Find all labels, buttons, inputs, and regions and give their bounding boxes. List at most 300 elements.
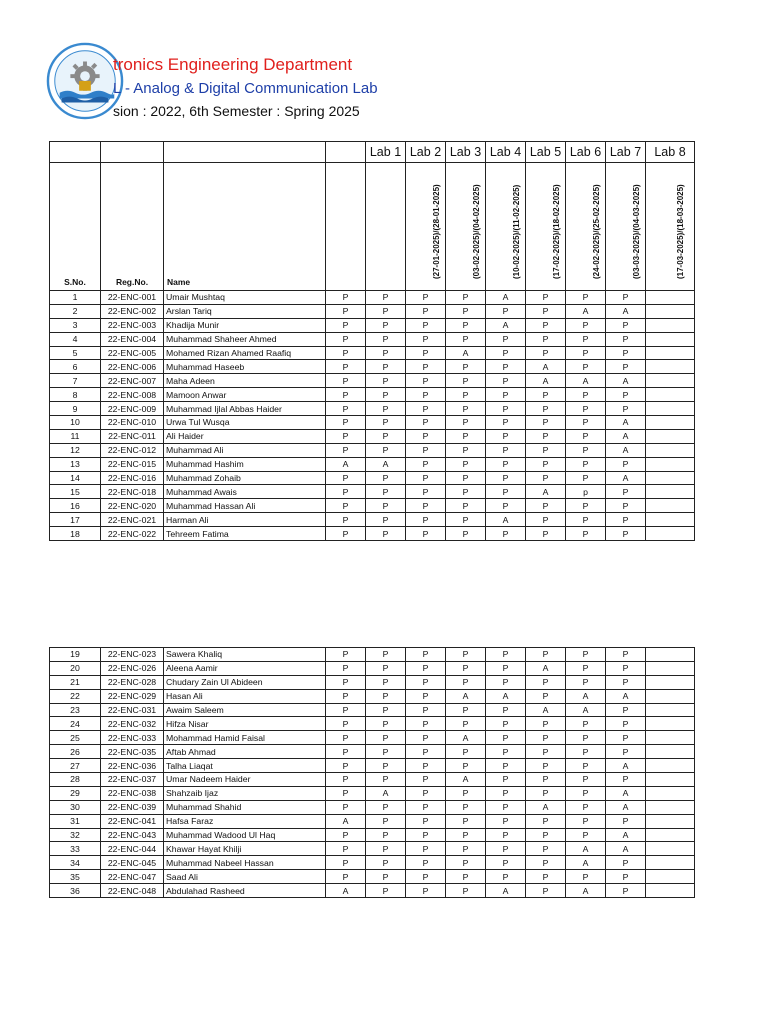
lab-6-attendance-cell: A (526, 485, 566, 499)
serial-number-cell: 16 (50, 499, 101, 513)
lab-3-attendance-cell: P (406, 689, 446, 703)
lab-2-date (406, 163, 446, 291)
trailing-empty-cell (646, 828, 695, 842)
student-row (50, 513, 695, 527)
lab-5-attendance-cell: P (486, 648, 526, 662)
lab-3-date (446, 163, 486, 291)
trailing-empty-cell (646, 429, 695, 443)
student-name-cell: Muhammad Wadood Ul Haq (164, 828, 326, 842)
serial-number-cell: 33 (50, 842, 101, 856)
lab-3-attendance-cell: P (406, 360, 446, 374)
serial-number-cell: 31 (50, 814, 101, 828)
lab-5-attendance-cell: P (486, 457, 526, 471)
lab-3-attendance-cell: P (406, 291, 446, 305)
reg-number-cell: 22-ENC-016 (101, 471, 164, 485)
lab-3-attendance-cell: P (406, 731, 446, 745)
lab-2-attendance-cell: P (366, 304, 406, 318)
student-row (50, 332, 695, 346)
serial-number-cell: 9 (50, 402, 101, 416)
reg-number-cell: 22-ENC-001 (101, 291, 164, 305)
student-name-cell: Muhammad Shaheer Ahmed (164, 332, 326, 346)
lab-2-attendance-cell: P (366, 689, 406, 703)
lab-3-attendance-cell: P (406, 870, 446, 884)
lab-7-date-text: (03-03-2025)/(04-03-2025) (631, 184, 641, 279)
lab-8-attendance-cell: A (606, 786, 646, 800)
lab-6-date (566, 163, 606, 291)
lab-7-attendance-cell: A (566, 304, 606, 318)
lab-7-attendance-cell: P (566, 388, 606, 402)
lab-2-attendance-cell: P (366, 499, 406, 513)
lab-6-attendance-cell: P (526, 402, 566, 416)
lab-4-attendance-cell: P (446, 759, 486, 773)
lab-6-attendance-cell: P (526, 773, 566, 787)
lab-8-attendance-cell: A (606, 759, 646, 773)
reg-number-cell: 22-ENC-023 (101, 648, 164, 662)
serial-number-cell: 20 (50, 661, 101, 675)
lab-8-attendance-cell: P (606, 291, 646, 305)
trailing-empty-cell (646, 485, 695, 499)
student-row (50, 773, 695, 787)
lab-6-attendance-cell: P (526, 471, 566, 485)
lab-2-header: Lab 2 (406, 142, 446, 163)
lab-1-attendance-cell: P (326, 332, 366, 346)
lab-3-attendance-cell: P (406, 429, 446, 443)
student-name-cell: Maha Adeen (164, 374, 326, 388)
session-title: sion : 2022, 6th Semester : Spring 2025 (113, 103, 360, 119)
student-row (50, 318, 695, 332)
student-row (50, 499, 695, 513)
lab-5-attendance-cell: P (486, 773, 526, 787)
trailing-empty-cell (646, 388, 695, 402)
lab-7-attendance-cell: P (566, 429, 606, 443)
lab-1-attendance-cell: P (326, 402, 366, 416)
lab-1-attendance-cell: P (326, 786, 366, 800)
lab-5-attendance-cell: P (486, 745, 526, 759)
lab-4-attendance-cell: A (446, 689, 486, 703)
lab-2-attendance-cell: P (366, 374, 406, 388)
lab-6-attendance-cell: P (526, 332, 566, 346)
serial-number-cell: 29 (50, 786, 101, 800)
lab-3-attendance-cell: P (406, 527, 446, 541)
lab-3-attendance-cell: P (406, 318, 446, 332)
trailing-empty-cell (646, 731, 695, 745)
lab-4-attendance-cell: P (446, 814, 486, 828)
reg-number-cell: 22-ENC-028 (101, 675, 164, 689)
lab-4-attendance-cell: P (446, 703, 486, 717)
lab-2-attendance-cell: P (366, 402, 406, 416)
trailing-empty-cell (646, 773, 695, 787)
lab-2-attendance-cell: P (366, 745, 406, 759)
attendance-table-part-2 (49, 647, 695, 898)
lab-5-attendance-cell: P (486, 842, 526, 856)
student-row (50, 374, 695, 388)
lab-2-attendance-cell: P (366, 759, 406, 773)
lab-8-attendance-cell: P (606, 870, 646, 884)
lab-4-attendance-cell: P (446, 471, 486, 485)
trailing-empty-cell (646, 661, 695, 675)
lab-3-attendance-cell: P (406, 828, 446, 842)
lab-title: L - Analog & Digital Communication Lab (113, 80, 378, 97)
lab-2-attendance-cell: P (366, 443, 406, 457)
student-row (50, 759, 695, 773)
lab-4-attendance-cell: P (446, 291, 486, 305)
lab-6-attendance-cell: P (526, 814, 566, 828)
lab-8-header: Lab 8 (646, 142, 695, 163)
lab-6-attendance-cell: P (526, 429, 566, 443)
serial-number-cell: 18 (50, 527, 101, 541)
lab-2-attendance-cell: P (366, 346, 406, 360)
trailing-empty-cell (646, 304, 695, 318)
lab-5-attendance-cell: P (486, 304, 526, 318)
lab-5-header: Lab 5 (526, 142, 566, 163)
student-row (50, 471, 695, 485)
lab-8-attendance-cell: P (606, 360, 646, 374)
student-row (50, 661, 695, 675)
lab-5-attendance-cell: P (486, 485, 526, 499)
lab-3-attendance-cell: P (406, 443, 446, 457)
lab-4-attendance-cell: P (446, 402, 486, 416)
lab-7-date (606, 163, 646, 291)
lab-5-attendance-cell: P (486, 661, 526, 675)
student-name-cell: Awaim Saleem (164, 703, 326, 717)
serial-number-cell: 22 (50, 689, 101, 703)
student-name-cell: Muhammad Hashim (164, 457, 326, 471)
serial-number-cell: 15 (50, 485, 101, 499)
lab-5-attendance-cell: P (486, 346, 526, 360)
serial-number-cell: 12 (50, 443, 101, 457)
lab-5-attendance-cell: P (486, 731, 526, 745)
lab-2-attendance-cell: P (366, 648, 406, 662)
lab-2-attendance-cell: P (366, 661, 406, 675)
lab-6-attendance-cell: P (526, 689, 566, 703)
lab-3-attendance-cell: P (406, 416, 446, 430)
lab-8-attendance-cell: P (606, 661, 646, 675)
lab-5-date-text: (17-02-2025)/(18-02-2025) (551, 184, 561, 279)
lab-8-attendance-cell: P (606, 745, 646, 759)
lab-2-attendance-cell: P (366, 332, 406, 346)
trailing-empty-cell (646, 800, 695, 814)
lab-1-attendance-cell: P (326, 661, 366, 675)
trailing-empty-cell (646, 675, 695, 689)
lab-1-date (366, 163, 406, 291)
serial-number-cell: 7 (50, 374, 101, 388)
lab-7-attendance-cell: P (566, 402, 606, 416)
trailing-empty-cell (646, 374, 695, 388)
lab-7-attendance-cell: P (566, 648, 606, 662)
student-row (50, 443, 695, 457)
student-name-cell: Abdulahad Rasheed (164, 884, 326, 898)
lab-1-attendance-cell: P (326, 856, 366, 870)
lab-6-attendance-cell: P (526, 513, 566, 527)
lab-6-attendance-cell: P (526, 745, 566, 759)
trailing-empty-cell (646, 884, 695, 898)
lab-2-attendance-cell: P (366, 870, 406, 884)
lab-3-attendance-cell: P (406, 648, 446, 662)
regno-column-header: Reg.No. (101, 163, 164, 291)
lab-5-attendance-cell: P (486, 527, 526, 541)
lab-5-date (526, 163, 566, 291)
serial-number-cell: 10 (50, 416, 101, 430)
lab-1-attendance-cell: P (326, 485, 366, 499)
sno-column-header: S.No. (50, 163, 101, 291)
serial-number-cell: 27 (50, 759, 101, 773)
lab-4-attendance-cell: P (446, 856, 486, 870)
reg-number-cell: 22-ENC-003 (101, 318, 164, 332)
lab-6-attendance-cell: A (526, 661, 566, 675)
serial-number-cell: 14 (50, 471, 101, 485)
trailing-empty-cell (646, 648, 695, 662)
student-row (50, 304, 695, 318)
lab-5-attendance-cell: A (486, 884, 526, 898)
lab-4-attendance-cell: P (446, 675, 486, 689)
lab-7-attendance-cell: A (566, 689, 606, 703)
lab-3-attendance-cell: P (406, 346, 446, 360)
lab-3-attendance-cell: P (406, 402, 446, 416)
student-row (50, 346, 695, 360)
lab-5-attendance-cell: A (486, 513, 526, 527)
student-row (50, 870, 695, 884)
department-title: tronics Engineering Department (113, 55, 353, 74)
student-name-cell: Aftab Ahmad (164, 745, 326, 759)
trailing-empty-cell (646, 402, 695, 416)
serial-number-cell: 36 (50, 884, 101, 898)
lab-3-attendance-cell: P (406, 471, 446, 485)
lab-8-attendance-cell: P (606, 402, 646, 416)
student-row (50, 828, 695, 842)
lab-3-header: Lab 3 (446, 142, 486, 163)
lab-2-attendance-cell: P (366, 828, 406, 842)
student-row (50, 814, 695, 828)
attendance-rows-1-to-18 (50, 291, 695, 541)
lab-1-attendance-cell: P (326, 499, 366, 513)
lab-1-header: Lab 1 (366, 142, 406, 163)
trailing-empty-cell (646, 527, 695, 541)
lab-3-attendance-cell: P (406, 786, 446, 800)
lab-8-attendance-cell: P (606, 527, 646, 541)
lab-3-date-text: (03-02-2025)/(04-02-2025) (471, 184, 481, 279)
serial-number-cell: 21 (50, 675, 101, 689)
lab-4-header: Lab 4 (486, 142, 526, 163)
trailing-empty-cell (646, 443, 695, 457)
lab-5-attendance-cell: P (486, 416, 526, 430)
reg-number-cell: 22-ENC-029 (101, 689, 164, 703)
lab-2-attendance-cell: P (366, 703, 406, 717)
lab-5-attendance-cell: P (486, 360, 526, 374)
lab-header-row (50, 142, 695, 163)
serial-number-cell: 32 (50, 828, 101, 842)
student-row (50, 457, 695, 471)
lab-3-attendance-cell: P (406, 703, 446, 717)
trailing-empty-cell (646, 856, 695, 870)
lab-4-attendance-cell: P (446, 332, 486, 346)
student-name-cell: Umar Nadeem Haider (164, 773, 326, 787)
reg-number-cell: 22-ENC-035 (101, 745, 164, 759)
trailing-empty-cell (646, 416, 695, 430)
lab-4-attendance-cell: P (446, 828, 486, 842)
lab-4-attendance-cell: P (446, 513, 486, 527)
student-name-cell: Talha Liaqat (164, 759, 326, 773)
lab-8-attendance-cell: A (606, 443, 646, 457)
lab-5-attendance-cell: P (486, 856, 526, 870)
lab-4-attendance-cell: P (446, 374, 486, 388)
lab-7-attendance-cell: A (566, 703, 606, 717)
lab-6-attendance-cell: P (526, 759, 566, 773)
student-name-cell: Urwa Tul Wusqa (164, 416, 326, 430)
lab-6-date-text: (24-02-2025)/(25-02-2025) (591, 184, 601, 279)
lab-1-attendance-cell: P (326, 471, 366, 485)
lab-7-attendance-cell: P (566, 471, 606, 485)
lab-8-attendance-cell: P (606, 814, 646, 828)
serial-number-cell: 35 (50, 870, 101, 884)
lab-6-attendance-cell: P (526, 388, 566, 402)
lab-7-attendance-cell: P (566, 360, 606, 374)
lab-7-attendance-cell: P (566, 731, 606, 745)
lab-3-attendance-cell: P (406, 800, 446, 814)
lab-6-attendance-cell: P (526, 828, 566, 842)
student-name-cell: Hasan Ali (164, 689, 326, 703)
lab-7-attendance-cell: A (566, 374, 606, 388)
lab-7-attendance-cell: P (566, 318, 606, 332)
lab-5-attendance-cell: P (486, 675, 526, 689)
lab-4-attendance-cell: P (446, 745, 486, 759)
lab-6-attendance-cell: P (526, 870, 566, 884)
lab-7-attendance-cell: P (566, 332, 606, 346)
lab-8-attendance-cell: A (606, 828, 646, 842)
lab-8-attendance-cell: P (606, 388, 646, 402)
reg-number-cell: 22-ENC-037 (101, 773, 164, 787)
student-row (50, 388, 695, 402)
student-name-cell: Muhammad Zohaib (164, 471, 326, 485)
lab-7-attendance-cell: P (566, 416, 606, 430)
reg-number-cell: 22-ENC-043 (101, 828, 164, 842)
lab-2-attendance-cell: P (366, 884, 406, 898)
reg-number-cell: 22-ENC-036 (101, 759, 164, 773)
serial-number-cell: 5 (50, 346, 101, 360)
lab-4-attendance-cell: P (446, 318, 486, 332)
student-row (50, 675, 695, 689)
lab-6-attendance-cell: P (526, 416, 566, 430)
lab-1-attendance-cell: P (326, 759, 366, 773)
lab-7-attendance-cell: P (566, 870, 606, 884)
lab-8-attendance-cell: P (606, 675, 646, 689)
lab-1-attendance-cell: P (326, 374, 366, 388)
lab-7-attendance-cell: P (566, 661, 606, 675)
lab-2-attendance-cell: P (366, 416, 406, 430)
lab-5-attendance-cell: P (486, 443, 526, 457)
blank-header-cell (164, 142, 326, 163)
student-row (50, 416, 695, 430)
lab-2-attendance-cell: P (366, 842, 406, 856)
lab-7-attendance-cell: P (566, 800, 606, 814)
student-row (50, 731, 695, 745)
lab-3-attendance-cell: P (406, 814, 446, 828)
lab-7-attendance-cell: P (566, 346, 606, 360)
trailing-empty-cell (646, 499, 695, 513)
lab-7-attendance-cell: A (566, 842, 606, 856)
lab-2-attendance-cell: P (366, 429, 406, 443)
lab-1-attendance-cell: P (326, 416, 366, 430)
trailing-empty-cell (646, 786, 695, 800)
serial-number-cell: 24 (50, 717, 101, 731)
lab-1-attendance-cell: P (326, 527, 366, 541)
reg-number-cell: 22-ENC-038 (101, 786, 164, 800)
lab-4-attendance-cell: P (446, 304, 486, 318)
reg-number-cell: 22-ENC-005 (101, 346, 164, 360)
lab-3-attendance-cell: P (406, 485, 446, 499)
student-name-cell: Khawar Hayat Khilji (164, 842, 326, 856)
serial-number-cell: 2 (50, 304, 101, 318)
lab-2-attendance-cell: P (366, 388, 406, 402)
trailing-empty-cell (646, 870, 695, 884)
trailing-empty-cell (646, 759, 695, 773)
reg-number-cell: 22-ENC-006 (101, 360, 164, 374)
lab-2-attendance-cell: P (366, 814, 406, 828)
student-name-cell: Umair Mushtaq (164, 291, 326, 305)
lab-5-attendance-cell: P (486, 703, 526, 717)
lab-1-attendance-cell: P (326, 745, 366, 759)
lab-1-attendance-cell: P (326, 828, 366, 842)
attendance-rows-19-to-36 (50, 648, 695, 898)
student-name-cell: Harman Ali (164, 513, 326, 527)
student-name-cell: Arslan Tariq (164, 304, 326, 318)
lab-1-attendance-cell: P (326, 388, 366, 402)
lab-8-date-text: (17-03-2025)/(18-03-2025) (676, 184, 685, 279)
serial-number-cell: 19 (50, 648, 101, 662)
reg-number-cell: 22-ENC-044 (101, 842, 164, 856)
lab-6-attendance-cell: P (526, 731, 566, 745)
student-name-cell: Hifza Nisar (164, 717, 326, 731)
lab-4-attendance-cell: P (446, 457, 486, 471)
lab-7-attendance-cell: P (566, 786, 606, 800)
lab-7-attendance-cell: P (566, 457, 606, 471)
lab-8-attendance-cell: P (606, 499, 646, 513)
lab-2-attendance-cell: P (366, 471, 406, 485)
student-row (50, 717, 695, 731)
lab-8-attendance-cell: A (606, 429, 646, 443)
serial-number-cell: 13 (50, 457, 101, 471)
reg-number-cell: 22-ENC-004 (101, 332, 164, 346)
reg-number-cell: 22-ENC-007 (101, 374, 164, 388)
student-name-cell: Muhammad Hassan Ali (164, 499, 326, 513)
trailing-empty-cell (646, 842, 695, 856)
reg-number-cell: 22-ENC-022 (101, 527, 164, 541)
student-row (50, 703, 695, 717)
student-row (50, 856, 695, 870)
lab-6-attendance-cell: P (526, 717, 566, 731)
lab-7-attendance-cell: P (566, 773, 606, 787)
trailing-empty-cell (646, 457, 695, 471)
student-name-cell: Muhammad Awais (164, 485, 326, 499)
serial-number-cell: 30 (50, 800, 101, 814)
lab-3-attendance-cell: P (406, 499, 446, 513)
lab-1-attendance-cell: A (326, 884, 366, 898)
lab-7-attendance-cell: P (566, 527, 606, 541)
lab-7-attendance-cell: P (566, 675, 606, 689)
lab-7-attendance-cell: P (566, 717, 606, 731)
student-name-cell: Khadija Munir (164, 318, 326, 332)
lab-3-attendance-cell: P (406, 884, 446, 898)
lab-6-attendance-cell: P (526, 786, 566, 800)
lab-8-attendance-cell: P (606, 485, 646, 499)
lab-2-attendance-cell: P (366, 485, 406, 499)
serial-number-cell: 3 (50, 318, 101, 332)
lab-4-attendance-cell: P (446, 717, 486, 731)
lab-7-attendance-cell: P (566, 759, 606, 773)
lab-1-attendance-cell: P (326, 717, 366, 731)
lab-6-attendance-cell: P (526, 842, 566, 856)
lab-3-attendance-cell: P (406, 513, 446, 527)
reg-number-cell: 22-ENC-032 (101, 717, 164, 731)
